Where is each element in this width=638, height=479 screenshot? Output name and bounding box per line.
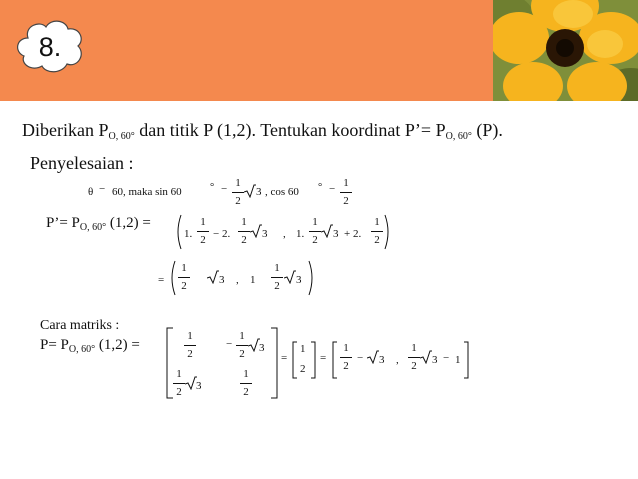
matrix-method-title: Cara matriks : xyxy=(40,318,120,333)
slide-number: 8. xyxy=(38,32,62,62)
slide-number-badge xyxy=(14,18,86,76)
solution-heading: Penyelesaian : xyxy=(30,153,134,173)
matrix-right-bracket xyxy=(270,327,278,399)
flower-photo xyxy=(493,0,638,101)
problem-statement: Diberikan $P_{O, 60^\circ}$ dan titik P (1,2). Tentukan koordinat P’= $P_{O, 60^\circ}$ (P). xyxy=(22,120,503,142)
